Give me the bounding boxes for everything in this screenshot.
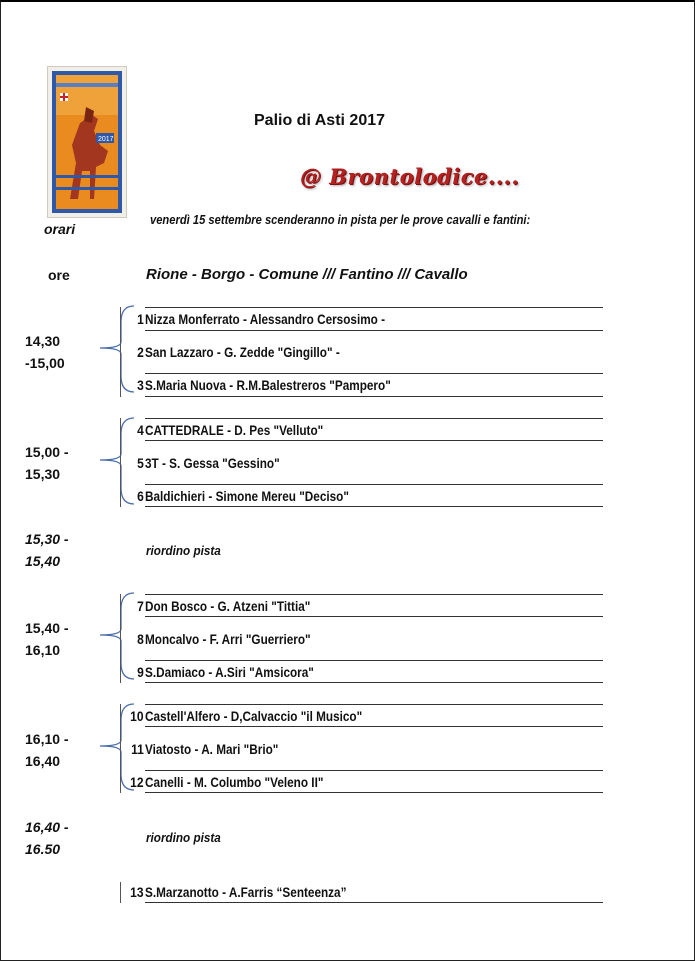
row-entry: Don Bosco - G. Atzeni "Tittia"	[145, 598, 311, 614]
row-divider	[145, 484, 603, 485]
schedule-row	[0, 705, 603, 727]
row-divider	[145, 660, 603, 661]
row-divider	[145, 704, 603, 705]
row-entry: Castell'Alfero - D,Calvaccio "il Musico"	[145, 708, 363, 724]
row-divider	[145, 506, 603, 507]
schedule-row	[0, 419, 603, 441]
row-divider	[145, 594, 603, 595]
row-divider	[145, 682, 603, 683]
row-number: 5	[137, 455, 144, 471]
row-divider	[145, 373, 603, 374]
row-divider	[145, 418, 603, 419]
schedule-row	[0, 452, 603, 474]
row-divider	[145, 440, 603, 441]
row-entry: S.Maria Nuova - R.M.Balestreros "Pampero"	[145, 377, 391, 393]
column-divider	[120, 704, 121, 793]
row-number: 7	[137, 598, 144, 614]
break-time: 15,30 - 15,40	[25, 531, 69, 569]
row-divider	[145, 792, 603, 793]
schedule-row	[0, 485, 603, 507]
row-entry: 3T - S. Gessa "Gessino"	[145, 455, 280, 471]
row-entry: S.Damiaco - A.Siri "Amsicora"	[145, 664, 314, 680]
legend-header: Rione - Borgo - Comune /// Fantino /// Cavallo	[146, 266, 468, 283]
row-divider	[145, 330, 603, 331]
row-divider	[145, 396, 603, 397]
horse-poster-icon	[48, 67, 126, 217]
schedule-row	[0, 374, 603, 396]
row-divider	[145, 770, 603, 771]
row-number: 4	[137, 422, 144, 438]
row-divider	[145, 902, 603, 903]
column-divider	[120, 418, 121, 507]
schedule-row	[0, 771, 603, 793]
row-number: 11	[131, 741, 144, 757]
time-slot: 15,40 - 16,10	[25, 620, 69, 658]
schedule-row	[0, 661, 603, 683]
row-number: 6	[137, 488, 144, 504]
orari-label: orari	[44, 221, 76, 237]
time-slot: 15,00 - 15,30	[25, 444, 69, 482]
row-entry: CATTEDRALE - D. Pes "Velluto"	[145, 422, 324, 438]
row-entry: Moncalvo - F. Arri "Guerriero"	[145, 631, 311, 647]
schedule-row	[0, 341, 603, 363]
break-note: riordino pista	[146, 543, 221, 558]
column-divider	[120, 594, 121, 683]
intro-text: venerdì 15 settembre scenderanno in pista per le prove cavalli e fantini:	[150, 212, 531, 227]
row-entry: Nizza Monferrato - Alessandro Cersosimo -	[145, 311, 386, 327]
schedule-row	[0, 308, 603, 330]
row-entry: San Lazzaro - G. Zedde "Gingillo" -	[145, 344, 340, 360]
break-time: 16,40 - 16.50	[25, 819, 69, 857]
row-number: 2	[137, 344, 144, 360]
row-number: 9	[137, 664, 144, 680]
schedule-row	[0, 881, 603, 903]
signature-watermark: @ Brontolodice....	[300, 164, 520, 189]
poster-year: 2017	[98, 136, 114, 143]
schedule-row	[0, 738, 603, 760]
page-title: Palio di Asti 2017	[254, 112, 386, 129]
break-note: riordino pista	[146, 830, 221, 845]
row-number: 12	[130, 774, 144, 790]
row-divider	[145, 307, 603, 308]
row-entry: S.Marzanotto - A.Farris “Senteenza”	[145, 884, 347, 900]
row-divider	[145, 616, 603, 617]
palio-poster-image	[47, 66, 127, 218]
schedule-row	[0, 595, 603, 617]
row-entry: Baldichieri - Simone Mereu "Deciso"	[145, 488, 349, 504]
schedule-row	[0, 628, 603, 650]
column-divider	[120, 882, 121, 903]
row-number: 10	[130, 708, 144, 724]
time-slot: 16,10 - 16,40	[25, 731, 69, 769]
row-entry: Viatosto - A. Mari "Brio"	[145, 741, 279, 757]
row-divider	[145, 726, 603, 727]
column-divider	[120, 307, 121, 397]
row-number: 3	[137, 377, 144, 393]
time-slot: 14,30 -15,00	[25, 333, 65, 371]
ore-column-header: ore	[48, 267, 70, 283]
row-entry: Canelli - M. Columbo "Veleno II"	[145, 774, 324, 790]
row-number: 8	[137, 631, 144, 647]
row-number: 1	[137, 311, 144, 327]
row-number: 13	[130, 884, 144, 900]
